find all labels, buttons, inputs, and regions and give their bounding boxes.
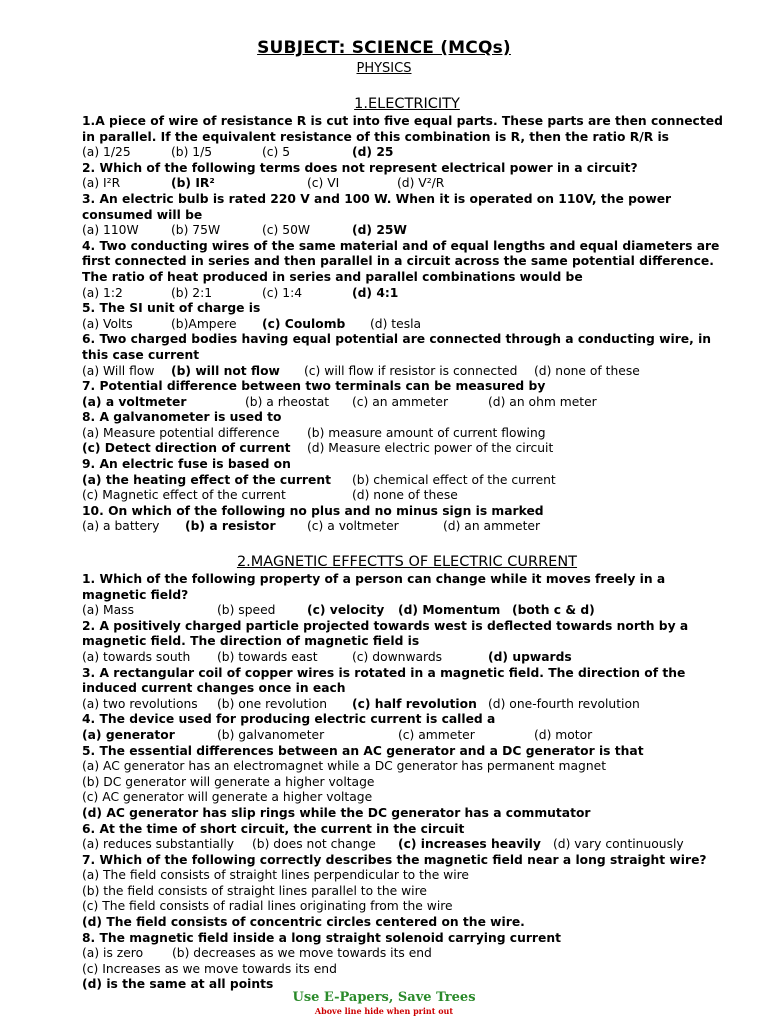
answer-option: (c) 1:4 <box>262 285 303 300</box>
answer-option: (c) an ammeter <box>352 394 449 409</box>
answer-option-correct: (d) upwards <box>488 649 572 664</box>
options-row <box>82 223 732 239</box>
question-text: 7. Potential difference between two terminals can be measured by <box>82 379 546 394</box>
answer-option: (b) one revolution <box>217 696 328 711</box>
answer-option-correct: (d) Momentum <box>398 603 501 618</box>
options-row <box>82 473 732 489</box>
answer-option: (c) downwards <box>352 649 443 664</box>
answer-option: (d) an ammeter <box>443 519 541 534</box>
answer-option: (c) will flow if resistor is connected <box>304 363 518 378</box>
answer-option: (c) The field consists of radial lines originating from the wire <box>82 899 453 914</box>
question-text: 4. The device used for producing electric current is called a <box>82 712 496 727</box>
answer-option-correct: (d) The field consists of concentric circles centered on the wire. <box>82 915 525 930</box>
question-text: 7. Which of the following correctly describes the magnetic field near a long straight wire? <box>82 852 707 867</box>
answer-option: (b) speed <box>217 603 276 618</box>
answer-option: (d) vary continuously <box>553 837 684 852</box>
answer-option: (a) is zero <box>82 946 144 961</box>
answer-option-correct: (b) IR² <box>171 176 215 191</box>
answer-option: (d) V²/R <box>397 176 445 191</box>
answer-option: (c) VI <box>307 176 340 191</box>
options-row <box>82 884 732 900</box>
answer-option-correct: (c) Detect direction of current <box>82 441 291 456</box>
answer-option: (c) Magnetic effect of the current <box>82 488 286 503</box>
answer-option: (a) Measure potential difference <box>82 425 280 440</box>
question-text: 4. Two conducting wires of the same material and of equal lengths and equal diameters are first connected in series and then parallel in a circuit across the same potential difference. The ratio of heat produced in series and parallel combinations would be <box>82 238 720 284</box>
question-text: 3. A rectangular coil of copper wires is rotated in a magnetic field. The direction of the induced current changes once in each <box>82 665 686 696</box>
answer-option: (c) AC generator will generate a higher voltage <box>82 790 373 805</box>
answer-option-correct: (d) 25 <box>352 145 394 160</box>
question-text: 10. On which of the following no plus and no minus sign is marked <box>82 503 544 518</box>
answer-option: (a) Mass <box>82 603 134 618</box>
answer-option: (b) 2:1 <box>171 285 213 300</box>
answer-option-correct: (c) increases heavily <box>398 837 541 852</box>
options-row <box>82 488 732 504</box>
question-text: 2. A positively charged particle projected towards west is deflected towards north by a magnetic field. The direction of magnetic field is <box>82 618 689 649</box>
answer-option-correct: (c) Coulomb <box>262 316 346 331</box>
answer-option: (a) Volts <box>82 316 133 331</box>
answer-option-correct: (both c & d) <box>512 603 595 618</box>
question-text: 5. The essential differences between an AC generator and a DC generator is that <box>82 743 644 758</box>
answer-option: (b) a rheostat <box>245 394 330 409</box>
options-row <box>82 603 732 619</box>
answer-option-correct: (b) a resistor <box>185 519 276 534</box>
answer-option-correct: (a) a voltmeter <box>82 394 187 409</box>
section-heading: 1.ELECTRICITY <box>354 96 460 112</box>
answer-option-correct: (d) is the same at all points <box>82 977 274 992</box>
question-text: 9. An electric fuse is based on <box>82 457 291 472</box>
answer-option: (a) towards south <box>82 649 191 664</box>
page-title: SUBJECT: SCIENCE (MCQs) <box>257 38 511 58</box>
answer-option: (a) 110W <box>82 223 139 238</box>
answer-option: (b) the field consists of straight lines parallel to the wire <box>82 883 427 898</box>
answer-option: (c) a voltmeter <box>307 519 399 534</box>
footer-slogan: Use E-Papers, Save Trees <box>292 990 476 1005</box>
options-row <box>82 519 732 535</box>
answer-option-correct: (a) generator <box>82 727 175 742</box>
answer-option: (d) tesla <box>370 316 422 331</box>
answer-option: (d) one-fourth revolution <box>488 696 640 711</box>
options-row <box>82 837 732 853</box>
page-subtitle: PHYSICS <box>356 61 412 76</box>
question-text: 3. An electric bulb is rated 220 V and 100 W. When it is operated on 110V, the power consumed will be <box>82 191 672 222</box>
options-row <box>82 806 732 822</box>
answer-option: (a) Will flow <box>82 363 155 378</box>
options-row <box>82 728 732 744</box>
options-row <box>82 915 732 931</box>
answer-option-correct: (b) will not flow <box>171 363 280 378</box>
answer-option: (d) motor <box>534 727 593 742</box>
answer-option: (b) decreases as we move towards its end <box>172 946 432 961</box>
answer-option: (a) 1/25 <box>82 145 131 160</box>
footer-note: Above line hide when print out <box>314 1006 454 1016</box>
options-row <box>82 286 732 302</box>
question-text: 2. Which of the following terms does not represent electrical power in a circuit? <box>82 160 638 175</box>
section-electricity <box>82 94 732 535</box>
answer-option: (b) does not change <box>252 837 376 852</box>
answer-option: (c) Increases as we move towards its end <box>82 961 337 976</box>
answer-option: (d) Measure electric power of the circuit <box>307 441 554 456</box>
options-row <box>82 176 732 192</box>
options-row <box>82 899 732 915</box>
question-text: 1.A piece of wire of resistance R is cut into five equal parts. These parts are then connected in parallel. If the equivalent resistance of this combination is R, then the ratio R/R is <box>82 114 723 144</box>
answer-option: (c) 5 <box>262 145 291 160</box>
options-row <box>82 775 732 791</box>
section-heading: 2.MAGNETIC EFFECTTS OF ELECTRIC CURRENT <box>236 554 578 570</box>
question-text: 8. The magnetic field inside a long straight solenoid carrying current <box>82 930 561 945</box>
answer-option: (c) 50W <box>262 223 311 238</box>
question-text: 5. The SI unit of charge is <box>82 301 261 316</box>
question-text: 1. Which of the following property of a person can change while it moves freely in a magnetic field? <box>82 572 666 602</box>
answer-option: (b) measure amount of current flowing <box>307 425 546 440</box>
question-text: 6. Two charged bodies having equal potential are connected through a conducting wire, in this case current <box>82 332 712 362</box>
question-text: 6. At the time of short circuit, the current in the circuit <box>82 821 465 836</box>
answer-option: (a) AC generator has an electromagnet while a DC generator has permanent magnet <box>82 759 607 774</box>
answer-option: (a) a battery <box>82 519 160 534</box>
answer-option: (b) 1/5 <box>171 145 213 160</box>
options-row <box>82 946 732 962</box>
section-magnetic-effects <box>82 552 732 993</box>
answer-option: (a) reduces substantially <box>82 837 235 852</box>
answer-option: (b)Ampere <box>171 316 237 331</box>
options-row <box>82 426 732 442</box>
answer-option: (d) an ohm meter <box>488 394 597 409</box>
answer-option: (c) ammeter <box>398 727 475 742</box>
answer-option: (d) none of these <box>352 488 458 503</box>
answer-option: (a) 1:2 <box>82 285 123 300</box>
answer-option: (b) 75W <box>171 223 221 238</box>
answer-option: (a) I²R <box>82 176 121 191</box>
options-row <box>82 441 732 457</box>
question-text: 8. A galvanometer is used to <box>82 410 282 425</box>
options-row <box>82 790 732 806</box>
options-row <box>82 145 732 161</box>
answer-option: (b) towards east <box>217 649 318 664</box>
options-row <box>82 395 732 411</box>
answer-option: (a) The field consists of straight lines perpendicular to the wire <box>82 868 469 883</box>
options-row <box>82 759 732 775</box>
options-row <box>82 364 732 380</box>
options-row <box>82 962 732 978</box>
answer-option-correct: (d) 25W <box>352 223 407 238</box>
answer-option: (b) DC generator will generate a higher voltage <box>82 774 375 789</box>
answer-option-correct: (a) the heating effect of the current <box>82 472 331 487</box>
answer-option-correct: (d) AC generator has slip rings while the DC generator has a commutator <box>82 805 591 820</box>
answer-option-correct: (c) velocity <box>307 603 385 618</box>
answer-option-correct: (d) 4:1 <box>352 285 399 300</box>
options-row <box>82 868 732 884</box>
options-row <box>82 697 732 713</box>
answer-option: (b) chemical effect of the current <box>352 472 556 487</box>
options-row <box>82 650 732 666</box>
answer-option: (d) none of these <box>534 363 640 378</box>
answer-option-correct: (c) half revolution <box>352 696 477 711</box>
answer-option: (a) two revolutions <box>82 696 198 711</box>
options-row <box>82 317 732 333</box>
answer-option: (b) galvanometer <box>217 727 325 742</box>
